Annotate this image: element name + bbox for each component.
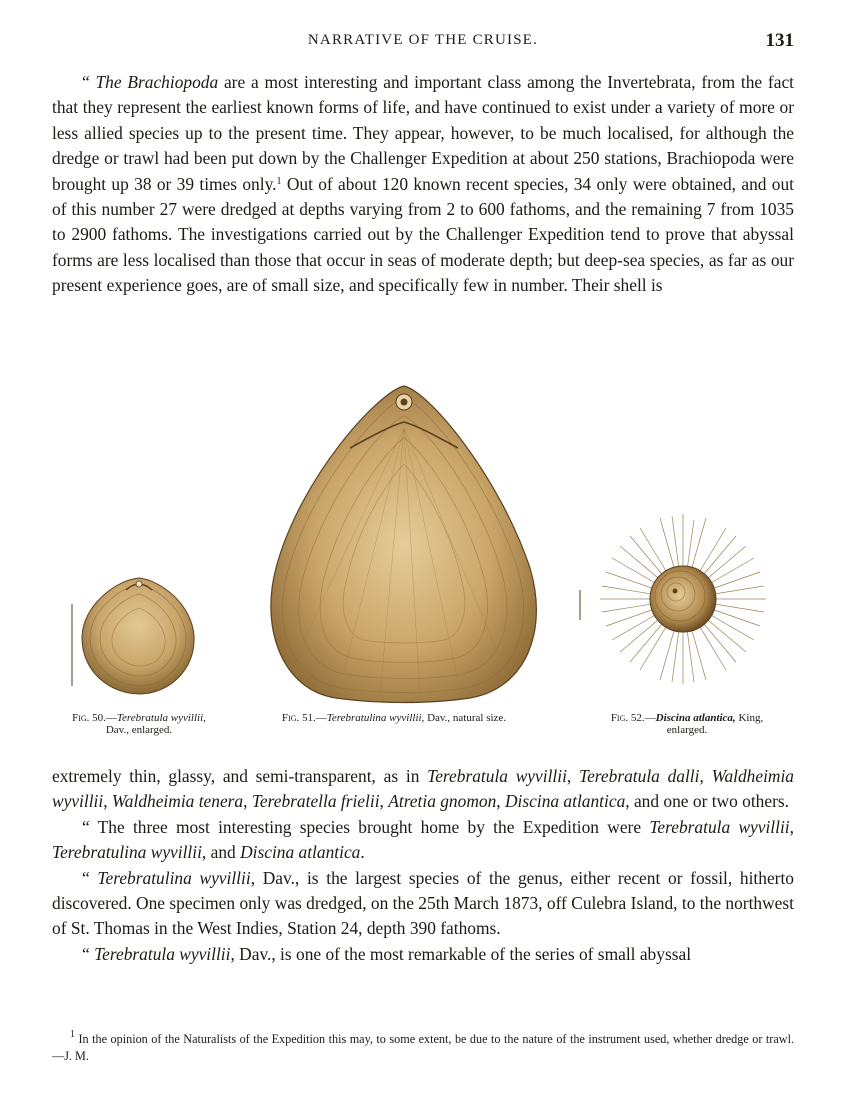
shell-illustrations: [0, 368, 850, 708]
caption-fig50: Fig. 50.—Terebratula wyvillii, Dav., enlarged.: [72, 712, 206, 736]
paragraph-terebratula: “ Terebratula wyvillii, Dav., is one of the most remarkable of the series of small abyssal: [82, 943, 692, 964]
fig51-terebratulina-shell: [271, 386, 537, 703]
caption-fig52: Fig. 52.—Discina atlantica, King, enlarged.: [610, 712, 764, 736]
paragraph-brachiopoda-intro: “ The Brachiopoda are a most interesting and important class among the Invertebrata, from the fact that they represent the earliest known forms of life, and have continued to exist under a variety of more or less allied species up to the present time. They appear, however, to be much localised, for although the dredge or trawl had been put down by the Challenger Expedition at about 250 stations, Brachiopoda were brought up 38 or 39 times only.$^1$ Out of about 120 known recent species, 34 only were obtained, and out of this number 27 were dredged at depths varying from 2 to 600 fathoms, and the remaining 7 from 1035 to 2900 fathoms. The investigations carried out by the Challenger Expedition tend to prove that abyssal forms are less localised than those that occur in seas of moderate depth; but deep-sea species, as far as our present experience goes, are of small size, and specifically few in number. Their shell is: [52, 72, 795, 296]
footnote: $^1$ In the opinion of the Naturalists of the Expedition this may, to some extent, be due to the nature of the instrument used, whether dredge or trawl.—J. M.: [52, 1029, 794, 1063]
paragraph-shell-description: extremely thin, glassy, and semi-transparent, as in Terebratula wyvillii, Terebratula dalli, Waldheimia wyvillii, Waldheimia tenera, Terebratella frielii, Atretia gnomon, Discina atlantica, and one or two others.: [52, 766, 795, 812]
page-number: 131: [765, 30, 794, 51]
figure-plate: [0, 368, 850, 748]
paragraphs-species: [52, 764, 794, 967]
paragraph-terebratulina: “ Terebratulina wyvillii, Dav., is the largest species of the genus, either recent or fossil, hitherto discovered. One specimen only was dredged, on the 25th March 1873, off Culebra Island, to the northwest of St. Thomas in the West Indies, Station 24, depth 390 fathoms.: [52, 867, 794, 939]
running-header: [52, 30, 794, 54]
fig52-discina-shell: [580, 514, 766, 684]
term-brachiopoda: The Brachiopoda: [95, 72, 219, 92]
footnote-mark: 1: [70, 1029, 75, 1040]
footnote-ref: 1: [276, 175, 282, 187]
paragraph-three-species: “ The three most interesting species brought home by the Expedition were Terebratula wyvillii, Terebratulina wyvillii, and Discina atlantica.: [52, 816, 794, 863]
fig50-terebratula-shell: [72, 578, 194, 694]
running-title: NARRATIVE OF THE CRUISE.: [307, 32, 539, 48]
caption-fig51: Fig. 51.—Terebratulina wyvillii, Dav., natural size.: [281, 712, 507, 724]
